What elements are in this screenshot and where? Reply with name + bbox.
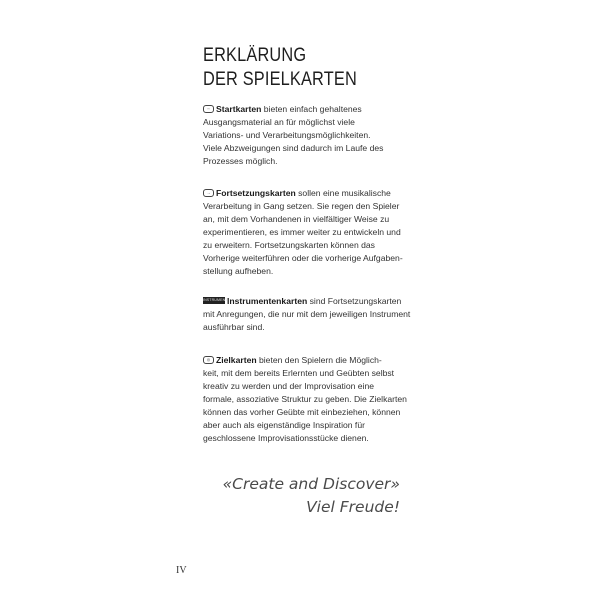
closing-quote-line-1: «Create and Discover»	[222, 475, 400, 493]
section-first-line	[203, 187, 403, 200]
instrument-card-icon: INSTRUMENT	[203, 298, 228, 303]
section-line: Vorherige weiterführen oder die vorherige Aufgaben-	[203, 253, 403, 263]
closing-quote	[200, 473, 400, 519]
section-instrumentenkarten	[203, 295, 411, 334]
closing-quote-line-2: Viel Freude!	[306, 498, 400, 516]
section-first-line	[203, 354, 403, 367]
section-text: bieten einfach gehaltenes	[261, 104, 362, 114]
section-line: ausführbar sind.	[203, 322, 265, 332]
section-first-line	[203, 295, 403, 308]
section-first-line	[203, 103, 403, 116]
section-line: aber auch als eigenständige Inspiration für	[203, 420, 365, 430]
page-number: IV	[176, 565, 187, 576]
section-line: keit, mit dem bereits Erlernten und Geübten selbst	[203, 368, 395, 378]
page-title-line-1: ERKLÄRUNG	[203, 45, 307, 66]
start-card-icon: ◦◦	[203, 105, 214, 113]
continuation-card-icon: →	[203, 189, 214, 197]
section-keyword: Zielkarten	[216, 355, 257, 365]
section-line: Viele Abzweigungen sind dadurch im Laufe des	[203, 143, 384, 153]
goal-card-icon: ◎	[203, 356, 214, 364]
section-zielkarten	[203, 354, 407, 445]
section-line: stellung aufheben.	[203, 266, 274, 276]
section-keyword: Instrumentenkarten	[227, 296, 308, 306]
section-line: an, mit dem Vorhandenen in vielfältiger Weise zu	[203, 214, 390, 224]
section-startkarten	[203, 103, 403, 168]
section-line: experimentieren, es immer weiter zu entwickeln und	[203, 227, 401, 237]
section-line: zu erweitern. Fortsetzungskarten können das	[203, 240, 375, 250]
page-title-line-2: DER SPIELKARTEN	[203, 69, 357, 90]
section-text: bieten den Spielern die Möglich-	[256, 355, 382, 365]
section-keyword: Fortsetzungskarten	[216, 188, 296, 198]
section-text: sollen eine musikalische	[295, 188, 391, 198]
section-text: sind Fortsetzungskarten	[307, 296, 402, 306]
section-line: Variations- und Verarbeitungsmöglichkeiten.	[203, 130, 371, 140]
section-line: formale, assoziative Struktur zu geben. Die Zielkarten	[203, 394, 407, 404]
section-line: können das vorher Geübte mit einbeziehen, können	[203, 407, 401, 417]
section-line: Prozesses möglich.	[203, 156, 278, 166]
section-fortsetzungskarten	[203, 187, 403, 278]
section-keyword: Startkarten	[216, 104, 262, 114]
section-line: mit Anregungen, die nur mit dem jeweiligen Instrument	[203, 309, 411, 319]
section-line: Ausgangsmaterial an für möglichst viele	[203, 117, 355, 127]
section-line: Verarbeitung in Gang setzen. Sie regen den Spieler	[203, 201, 400, 211]
section-line: geschlossene Improvisationsstücke dienen.	[203, 433, 369, 443]
section-line: kreativ zu werden und der Improvisation eine	[203, 381, 375, 391]
page-title	[203, 44, 357, 92]
